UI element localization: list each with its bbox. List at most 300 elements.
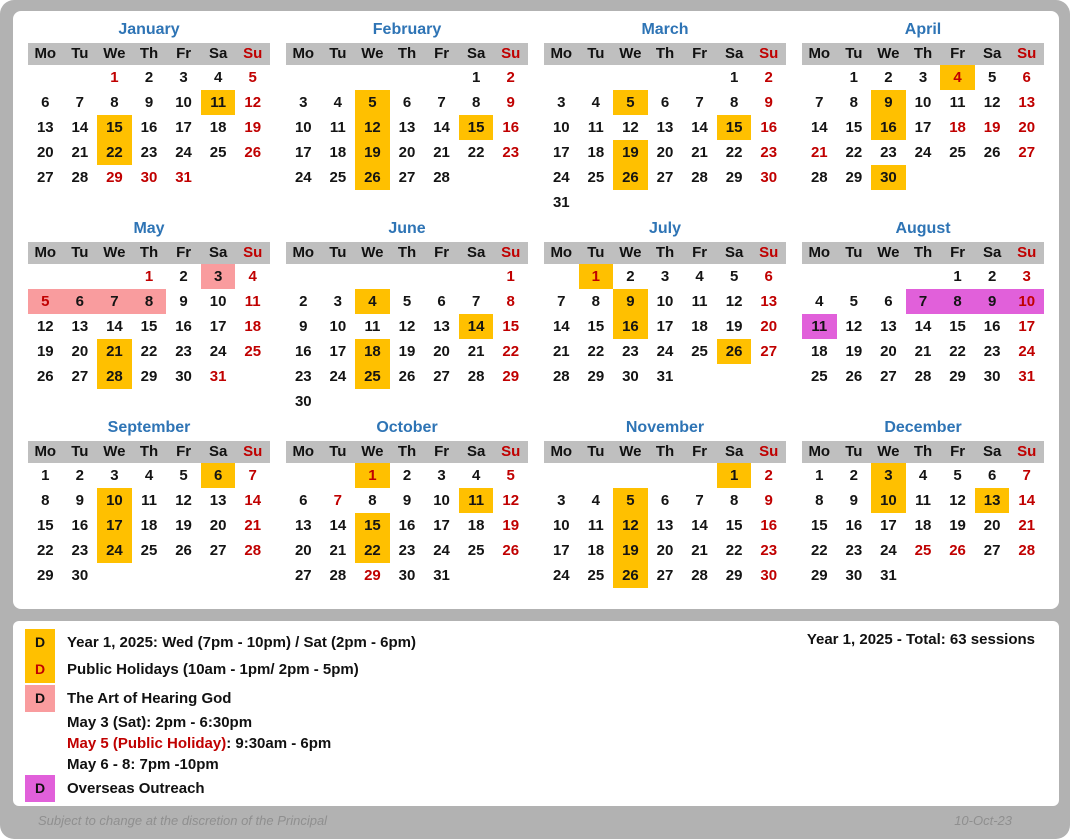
day-cell: 3: [201, 264, 236, 289]
day-cell: 9: [144, 94, 154, 111]
day-cell: 14: [459, 314, 494, 339]
day-cell: 16: [502, 119, 520, 136]
day-cell: 8: [471, 94, 481, 111]
day-cell: 18: [467, 517, 485, 534]
day-cell: 30: [398, 567, 416, 584]
legend-subline-red-text: May 5 (Public Holiday): [67, 735, 227, 752]
month-title: July: [648, 220, 681, 237]
day-cell: 15: [845, 119, 863, 136]
day-cell: 25: [587, 169, 605, 186]
day-cell: 30: [175, 368, 192, 385]
day-cell: 13: [656, 119, 674, 136]
day-cell: 14: [106, 318, 123, 335]
day-cell: 17: [552, 144, 570, 161]
day-cell: 8: [591, 293, 601, 310]
day-cell: 14: [1018, 492, 1036, 509]
weekday-header: Fr: [166, 441, 201, 463]
day-cell: 22: [502, 343, 520, 360]
weekday-header: Su: [493, 441, 528, 463]
day-cell: 16: [294, 343, 312, 360]
day-cell: 28: [329, 567, 347, 584]
weekday-header: Su: [751, 242, 786, 264]
day-cell: 9: [849, 492, 859, 509]
weekday-header: Th: [390, 441, 425, 463]
day-cell: 12: [175, 492, 192, 509]
day-cell: 10: [1009, 289, 1044, 314]
day-cell: 28: [467, 368, 485, 385]
day-cell: 6: [987, 467, 997, 484]
months-grid: [28, 16, 1044, 613]
day-cell: 26: [949, 542, 966, 559]
day-cell: 2: [764, 467, 773, 484]
empty-cell: [648, 65, 683, 90]
day-cell: 14: [329, 517, 347, 534]
weekday-header: Mo: [286, 441, 321, 463]
day-cell: 25: [355, 364, 390, 389]
day-cell: 21: [914, 343, 932, 360]
day-cell: 3: [871, 463, 906, 488]
day-cell: 13: [209, 492, 227, 509]
day-cell: 18: [140, 517, 158, 534]
weekday-header: Su: [235, 441, 270, 463]
weekday-header: We: [613, 43, 648, 65]
day-cell: 22: [810, 542, 828, 559]
day-cell: 2: [75, 467, 85, 484]
day-cell: 19: [845, 343, 863, 360]
day-cell: 8: [729, 492, 739, 509]
day-cell: 12: [725, 293, 743, 310]
day-cell: 29: [364, 567, 381, 584]
day-cell: 19: [398, 343, 416, 360]
empty-cell: [355, 264, 390, 289]
weekday-header: Sa: [459, 43, 494, 65]
day-cell: 16: [983, 318, 1001, 335]
weekday-header: Mo: [544, 441, 579, 463]
day-cell: 7: [695, 94, 704, 111]
weekday-header: Fr: [166, 242, 201, 264]
day-cell: 10: [552, 119, 570, 136]
day-cell: 14: [433, 119, 450, 136]
weekday-header: Su: [1009, 441, 1044, 463]
month-days-grid: [28, 242, 270, 389]
day-cell: 31: [433, 567, 450, 584]
day-cell: 15: [717, 115, 752, 140]
day-cell: 20: [71, 343, 89, 360]
empty-cell: [321, 65, 356, 90]
day-cell: 29: [587, 368, 605, 385]
day-cell: 9: [506, 94, 515, 111]
month-february: [286, 16, 528, 215]
day-cell: 21: [810, 144, 828, 161]
weekday-header: Tu: [321, 242, 356, 264]
weekday-header: Fr: [166, 43, 201, 65]
day-cell: 5: [355, 90, 390, 115]
day-cell: 30: [983, 368, 1001, 385]
day-cell: 29: [845, 169, 863, 186]
day-cell: 24: [209, 343, 227, 360]
day-cell: 23: [398, 542, 416, 559]
day-cell: 9: [975, 289, 1010, 314]
day-cell: 12: [983, 94, 1001, 111]
month-may: [28, 215, 270, 414]
day-cell: 24: [329, 368, 347, 385]
weekday-header: Th: [906, 441, 941, 463]
day-cell: 24: [433, 542, 450, 559]
empty-cell: [390, 264, 425, 289]
weekday-header: Tu: [63, 441, 98, 463]
day-cell: 8: [368, 492, 377, 509]
day-cell: 9: [613, 289, 648, 314]
weekday-header: Tu: [837, 441, 872, 463]
day-cell: 23: [880, 144, 897, 161]
day-cell: 4: [144, 467, 154, 484]
legend-items: [25, 629, 1047, 802]
day-cell: 24: [552, 169, 570, 186]
weekday-header: Fr: [682, 242, 717, 264]
month-march: [544, 16, 786, 215]
day-cell: 18: [587, 144, 605, 161]
weekday-header: Mo: [802, 43, 837, 65]
empty-cell: [321, 463, 356, 488]
day-cell: 29: [725, 169, 743, 186]
day-cell: 10: [329, 318, 347, 335]
day-cell: 12: [355, 115, 390, 140]
legend-panel: [13, 621, 1059, 806]
day-cell: 5: [248, 69, 257, 86]
day-cell: 22: [355, 538, 390, 563]
day-cell: 22: [845, 144, 863, 161]
weekday-header: Th: [390, 43, 425, 65]
day-cell: 27: [880, 368, 897, 385]
weekday-header: Tu: [321, 43, 356, 65]
month-november: [544, 414, 786, 613]
empty-cell: [390, 65, 425, 90]
day-cell: 16: [871, 115, 906, 140]
day-cell: 28: [914, 368, 932, 385]
day-cell: 5: [613, 90, 648, 115]
day-cell: 21: [552, 343, 570, 360]
day-cell: 21: [1018, 517, 1036, 534]
day-cell: 19: [983, 119, 1001, 136]
day-cell: 27: [433, 368, 450, 385]
day-cell: 16: [760, 517, 778, 534]
day-cell: 23: [760, 144, 778, 161]
weekday-header: Su: [751, 43, 786, 65]
day-cell: 5: [613, 488, 648, 513]
day-cell: 8: [849, 94, 859, 111]
day-cell: 2: [987, 268, 997, 285]
day-cell: 16: [140, 119, 158, 136]
day-cell: 7: [557, 293, 566, 310]
weekday-header: Tu: [63, 43, 98, 65]
month-october: [286, 414, 528, 613]
empty-cell: [63, 65, 98, 90]
day-cell: 22: [467, 144, 485, 161]
empty-cell: [28, 264, 63, 289]
empty-cell: [682, 65, 717, 90]
month-title: April: [904, 21, 942, 38]
empty-cell: [906, 264, 941, 289]
day-cell: 3: [110, 467, 119, 484]
day-cell: 23: [983, 343, 1001, 360]
footer-disclaimer: Subject to change at the discretion of the Principal: [38, 813, 328, 828]
day-cell: 14: [691, 119, 708, 136]
day-cell: 25: [209, 144, 227, 161]
day-cell: 1: [815, 467, 824, 484]
day-cell: 15: [36, 517, 54, 534]
day-cell: 11: [949, 94, 966, 111]
empty-cell: [802, 65, 837, 90]
day-cell: 7: [815, 94, 824, 111]
day-cell: 5: [506, 467, 515, 484]
weekday-header: Fr: [682, 43, 717, 65]
day-cell: 21: [71, 144, 89, 161]
weekday-header: Sa: [975, 43, 1010, 65]
weekday-header: Fr: [940, 43, 975, 65]
day-cell: 24: [656, 343, 674, 360]
day-cell: 6: [660, 94, 670, 111]
weekday-header: Su: [1009, 242, 1044, 264]
weekday-header: Fr: [424, 242, 459, 264]
day-cell: 28: [71, 169, 89, 186]
day-cell: 6: [299, 492, 308, 509]
weekday-header: Fr: [424, 43, 459, 65]
weekday-header: Sa: [459, 441, 494, 463]
legend-subline: [25, 712, 1047, 733]
day-cell: 22: [587, 343, 605, 360]
day-cell: 14: [244, 492, 262, 509]
day-cell: 13: [760, 293, 778, 310]
empty-cell: [286, 463, 321, 488]
day-cell: 3: [437, 467, 446, 484]
day-cell: 19: [613, 538, 648, 563]
empty-cell: [613, 65, 648, 90]
calendar-grid-panel: [13, 11, 1059, 609]
day-cell: 23: [760, 542, 778, 559]
day-cell: 27: [36, 169, 54, 186]
day-cell: 8: [815, 492, 824, 509]
day-cell: 6: [63, 289, 98, 314]
day-cell: 23: [175, 343, 192, 360]
day-cell: 26: [36, 368, 54, 385]
day-cell: 18: [587, 542, 605, 559]
day-cell: 26: [845, 368, 863, 385]
day-cell: 10: [97, 488, 132, 513]
day-cell: 13: [880, 318, 897, 335]
month-title: June: [388, 220, 426, 237]
day-cell: 25: [949, 144, 966, 161]
empty-cell: [544, 463, 579, 488]
weekday-header: Su: [1009, 43, 1044, 65]
weekday-header: Tu: [579, 43, 614, 65]
legend-marker-yellow-icon: D: [25, 656, 55, 683]
day-cell: 5: [28, 289, 63, 314]
day-cell: 24: [1018, 343, 1036, 360]
day-cell: 28: [691, 169, 708, 186]
day-cell: 31: [175, 169, 192, 186]
legend-subline: [25, 754, 1047, 775]
day-cell: 24: [294, 169, 312, 186]
weekday-header: Fr: [682, 441, 717, 463]
month-days-grid: [286, 242, 528, 414]
day-cell: 1: [110, 69, 119, 86]
month-title: September: [107, 419, 191, 436]
day-cell: 16: [175, 318, 192, 335]
month-days-grid: [802, 43, 1044, 190]
weekday-header: Tu: [837, 43, 872, 65]
day-cell: 21: [691, 144, 708, 161]
day-cell: 15: [140, 318, 158, 335]
weekday-header: Th: [132, 43, 167, 65]
day-cell: 20: [880, 343, 897, 360]
weekday-header: Tu: [579, 441, 614, 463]
day-cell: 25: [914, 542, 932, 559]
legend-subline-text: May 6 - 8: 7pm -10pm: [67, 756, 219, 773]
day-cell: 1: [355, 463, 390, 488]
day-cell: 31: [552, 194, 570, 211]
day-cell: 12: [613, 513, 648, 538]
day-cell: 11: [329, 119, 346, 136]
day-cell: 18: [209, 119, 227, 136]
weekday-header: Sa: [717, 43, 752, 65]
day-cell: 17: [552, 542, 570, 559]
day-cell: 20: [398, 144, 416, 161]
day-cell: 28: [691, 567, 708, 584]
weekday-header: Mo: [286, 242, 321, 264]
day-cell: 27: [398, 169, 416, 186]
weekday-header: Mo: [802, 441, 837, 463]
weekday-header: Tu: [321, 441, 356, 463]
day-cell: 6: [884, 293, 893, 310]
weekday-header: We: [355, 242, 390, 264]
day-cell: 16: [613, 314, 648, 339]
day-cell: 13: [656, 517, 674, 534]
empty-cell: [63, 264, 98, 289]
day-cell: 3: [918, 69, 928, 86]
weekday-header: Sa: [975, 242, 1010, 264]
day-cell: 11: [201, 90, 236, 115]
day-cell: 12: [622, 119, 639, 136]
day-cell: 11: [364, 318, 381, 335]
day-cell: 19: [36, 343, 54, 360]
day-cell: 27: [760, 343, 778, 360]
day-cell: 2: [506, 69, 515, 86]
day-cell: 2: [299, 293, 308, 310]
day-cell: 9: [764, 492, 773, 509]
day-cell: 28: [1018, 542, 1036, 559]
empty-cell: [424, 264, 459, 289]
footer-date: 10-Oct-23: [954, 813, 1012, 828]
month-days-grid: [286, 43, 528, 190]
day-cell: 24: [97, 538, 132, 563]
day-cell: 1: [849, 69, 859, 86]
day-cell: 18: [949, 119, 966, 136]
day-cell: 7: [1022, 467, 1031, 484]
legend-marker-yellow-icon: D: [25, 629, 55, 656]
day-cell: 20: [294, 542, 312, 559]
day-cell: 4: [591, 94, 601, 111]
weekday-header: Tu: [63, 242, 98, 264]
day-cell: 13: [36, 119, 54, 136]
day-cell: 23: [294, 368, 312, 385]
day-cell: 1: [729, 69, 739, 86]
day-cell: 12: [36, 318, 54, 335]
day-cell: 9: [402, 492, 412, 509]
day-cell: 9: [75, 492, 85, 509]
weekday-header: We: [355, 43, 390, 65]
day-cell: 17: [880, 517, 897, 534]
day-cell: 26: [613, 563, 648, 588]
weekday-header: Su: [235, 43, 270, 65]
day-cell: 7: [471, 293, 481, 310]
day-cell: 7: [97, 289, 132, 314]
day-cell: 18: [914, 517, 932, 534]
day-cell: 21: [97, 339, 132, 364]
day-cell: 7: [248, 467, 257, 484]
day-cell: 18: [691, 318, 708, 335]
day-cell: 23: [502, 144, 520, 161]
day-cell: 15: [97, 115, 132, 140]
day-cell: 30: [871, 165, 906, 190]
day-cell: 7: [75, 94, 85, 111]
day-cell: 20: [1018, 119, 1036, 136]
day-cell: 28: [810, 169, 828, 186]
day-cell: 11: [141, 492, 157, 509]
day-cell: 20: [656, 542, 674, 559]
day-cell: 14: [810, 119, 828, 136]
day-cell: 27: [294, 567, 312, 584]
weekday-header: Su: [493, 43, 528, 65]
day-cell: 2: [402, 467, 412, 484]
day-cell: 20: [656, 144, 674, 161]
empty-cell: [355, 65, 390, 90]
day-cell: 12: [398, 318, 416, 335]
day-cell: 25: [691, 343, 708, 360]
day-cell: 20: [760, 318, 778, 335]
day-cell: 5: [402, 293, 412, 310]
weekday-header: Mo: [28, 43, 63, 65]
day-cell: 26: [175, 542, 192, 559]
day-cell: 5: [179, 467, 188, 484]
day-cell: 28: [97, 364, 132, 389]
weekday-header: We: [97, 43, 132, 65]
legend-subline-text: : 9:30am - 6pm: [226, 735, 332, 752]
day-cell: 24: [914, 144, 932, 161]
weekday-header: We: [97, 242, 132, 264]
month-title: May: [133, 220, 165, 237]
day-cell: 27: [1018, 144, 1036, 161]
day-cell: 9: [764, 94, 773, 111]
day-cell: 25: [810, 368, 828, 385]
day-cell: 20: [36, 144, 54, 161]
day-cell: 25: [244, 343, 262, 360]
day-cell: 12: [502, 492, 520, 509]
month-june: [286, 215, 528, 414]
day-cell: 29: [949, 368, 966, 385]
day-cell: 5: [987, 69, 997, 86]
weekday-header: We: [97, 441, 132, 463]
weekday-header: Mo: [544, 242, 579, 264]
day-cell: 13: [71, 318, 89, 335]
day-cell: 26: [355, 165, 390, 190]
day-cell: 8: [110, 94, 119, 111]
weekday-header: We: [871, 43, 906, 65]
day-cell: 24: [880, 542, 897, 559]
day-cell: 15: [502, 318, 520, 335]
day-cell: 24: [552, 567, 570, 584]
day-cell: 2: [764, 69, 773, 86]
day-cell: 27: [209, 542, 227, 559]
